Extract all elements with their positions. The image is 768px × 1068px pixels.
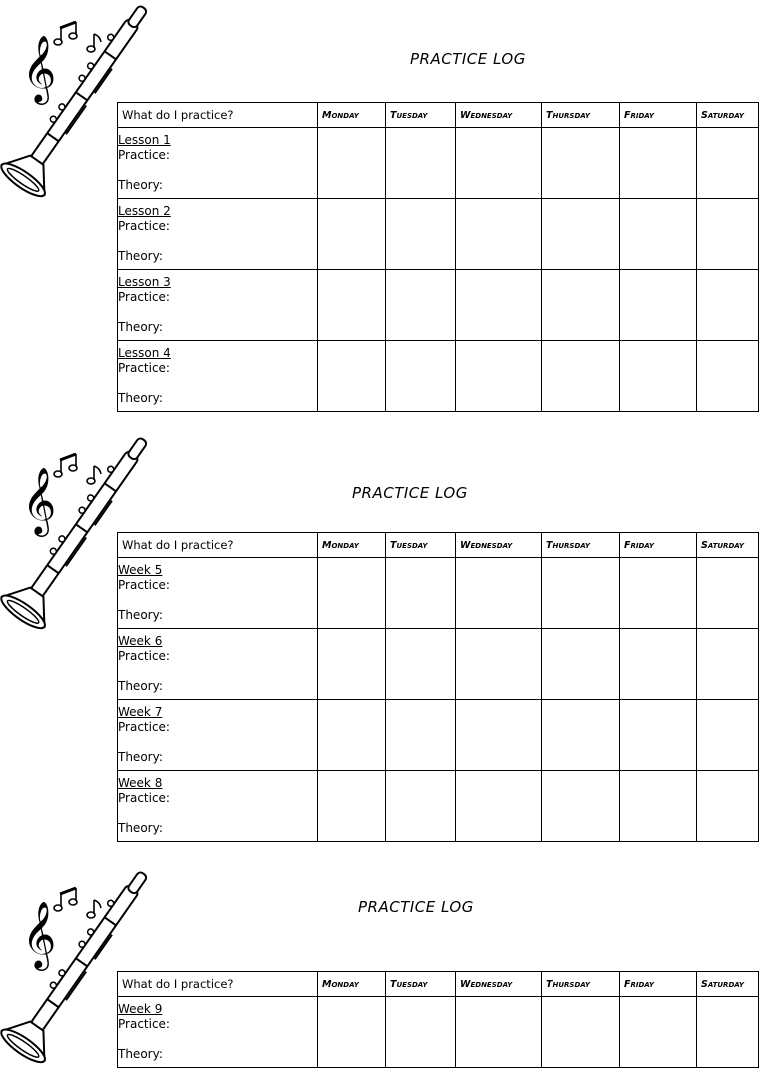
practice-label: Practice:	[118, 290, 170, 304]
table-row	[118, 341, 759, 412]
practice-label: Practice:	[118, 649, 170, 663]
column-header-friday: Friday	[620, 972, 697, 997]
practice-label: Practice:	[118, 791, 170, 805]
theory-label: Theory:	[118, 391, 163, 405]
day-cell-tuesday[interactable]	[386, 341, 456, 412]
day-cell-tuesday[interactable]	[386, 199, 456, 270]
day-cell-wednesday[interactable]	[456, 128, 542, 199]
row-label-cell	[118, 558, 318, 629]
row-label-cell	[118, 128, 318, 199]
row-label-cell	[118, 270, 318, 341]
practice-log-table	[117, 971, 759, 1068]
day-cell-friday[interactable]	[620, 997, 697, 1068]
day-cell-wednesday[interactable]	[456, 629, 542, 700]
theory-label: Theory:	[118, 750, 163, 764]
column-header-saturday: Saturday	[697, 103, 759, 128]
theory-label: Theory:	[118, 821, 163, 835]
day-cell-tuesday[interactable]	[386, 629, 456, 700]
column-header-friday: Friday	[620, 533, 697, 558]
table-row	[118, 558, 759, 629]
column-header-monday: Monday	[318, 533, 386, 558]
day-cell-thursday[interactable]	[542, 629, 620, 700]
practice-log-section-3	[0, 866, 768, 1061]
practice-log-section-1	[0, 0, 768, 425]
theory-label: Theory:	[118, 249, 163, 263]
column-header-monday: Monday	[318, 103, 386, 128]
table-row	[118, 997, 759, 1068]
theory-label: Theory:	[118, 1047, 163, 1061]
practice-log-section-2	[0, 432, 768, 852]
day-cell-friday[interactable]	[620, 128, 697, 199]
day-cell-thursday[interactable]	[542, 997, 620, 1068]
day-cell-monday[interactable]	[318, 128, 386, 199]
row-title: Week 9	[118, 1002, 163, 1016]
practice-log-table	[117, 532, 759, 842]
column-header-friday: Friday	[620, 103, 697, 128]
day-cell-thursday[interactable]	[542, 558, 620, 629]
table-row	[118, 128, 759, 199]
table-header-row	[118, 103, 759, 128]
theory-label: Theory:	[118, 320, 163, 334]
day-cell-wednesday[interactable]	[456, 270, 542, 341]
day-cell-monday[interactable]	[318, 270, 386, 341]
row-title: Lesson 4	[118, 346, 171, 360]
day-cell-tuesday[interactable]	[386, 128, 456, 199]
day-cell-friday[interactable]	[620, 771, 697, 842]
table-row	[118, 270, 759, 341]
row-title: Week 8	[118, 776, 163, 790]
day-cell-monday[interactable]	[318, 558, 386, 629]
column-header-thursday: Thursday	[542, 533, 620, 558]
column-header-monday: Monday	[318, 972, 386, 997]
row-title: Lesson 3	[118, 275, 171, 289]
column-header-wednesday: Wednesday	[456, 972, 542, 997]
row-title: Week 5	[118, 563, 163, 577]
table-row	[118, 771, 759, 842]
row-label-cell	[118, 341, 318, 412]
practice-label: Practice:	[118, 578, 170, 592]
column-header-what: What do I practice?	[118, 972, 318, 997]
practice-label: Practice:	[118, 219, 170, 233]
table-row	[118, 199, 759, 270]
day-cell-friday[interactable]	[620, 270, 697, 341]
table-row	[118, 700, 759, 771]
practice-label: Practice:	[118, 361, 170, 375]
theory-label: Theory:	[118, 679, 163, 693]
day-cell-friday[interactable]	[620, 199, 697, 270]
page-title: PRACTICE LOG	[358, 898, 474, 916]
day-cell-friday[interactable]	[620, 558, 697, 629]
row-title: Week 7	[118, 705, 163, 719]
day-cell-saturday[interactable]	[697, 341, 759, 412]
day-cell-saturday[interactable]	[697, 270, 759, 341]
row-title: Week 6	[118, 634, 163, 648]
column-header-thursday: Thursday	[542, 972, 620, 997]
row-label-cell	[118, 997, 318, 1068]
row-label-cell	[118, 700, 318, 771]
column-header-wednesday: Wednesday	[456, 533, 542, 558]
table-header-row	[118, 972, 759, 997]
column-header-wednesday: Wednesday	[456, 103, 542, 128]
day-cell-thursday[interactable]	[542, 270, 620, 341]
day-cell-monday[interactable]	[318, 771, 386, 842]
day-cell-saturday[interactable]	[697, 128, 759, 199]
day-cell-tuesday[interactable]	[386, 270, 456, 341]
day-cell-saturday[interactable]	[697, 771, 759, 842]
column-header-what: What do I practice?	[118, 533, 318, 558]
column-header-saturday: Saturday	[697, 533, 759, 558]
practice-label: Practice:	[118, 1017, 170, 1031]
day-cell-saturday[interactable]	[697, 997, 759, 1068]
day-cell-tuesday[interactable]	[386, 771, 456, 842]
day-cell-saturday[interactable]	[697, 199, 759, 270]
practice-label: Practice:	[118, 720, 170, 734]
day-cell-monday[interactable]	[318, 341, 386, 412]
row-label-cell	[118, 199, 318, 270]
page-title: PRACTICE LOG	[410, 50, 526, 68]
day-cell-thursday[interactable]	[542, 700, 620, 771]
column-header-what: What do I practice?	[118, 103, 318, 128]
day-cell-thursday[interactable]	[542, 771, 620, 842]
row-title: Lesson 2	[118, 204, 171, 218]
day-cell-wednesday[interactable]	[456, 997, 542, 1068]
day-cell-thursday[interactable]	[542, 199, 620, 270]
day-cell-monday[interactable]	[318, 199, 386, 270]
day-cell-friday[interactable]	[620, 629, 697, 700]
practice-log-table	[117, 102, 759, 412]
day-cell-wednesday[interactable]	[456, 700, 542, 771]
row-label-cell	[118, 629, 318, 700]
day-cell-thursday[interactable]	[542, 128, 620, 199]
column-header-tuesday: Tuesday	[386, 103, 456, 128]
day-cell-monday[interactable]	[318, 997, 386, 1068]
day-cell-wednesday[interactable]	[456, 771, 542, 842]
column-header-thursday: Thursday	[542, 103, 620, 128]
day-cell-tuesday[interactable]	[386, 997, 456, 1068]
day-cell-saturday[interactable]	[697, 629, 759, 700]
page-title: PRACTICE LOG	[352, 484, 468, 502]
day-cell-monday[interactable]	[318, 629, 386, 700]
theory-label: Theory:	[118, 178, 163, 192]
day-cell-monday[interactable]	[318, 700, 386, 771]
column-header-tuesday: Tuesday	[386, 533, 456, 558]
row-title: Lesson 1	[118, 133, 171, 147]
day-cell-friday[interactable]	[620, 700, 697, 771]
day-cell-friday[interactable]	[620, 341, 697, 412]
table-header-row	[118, 533, 759, 558]
theory-label: Theory:	[118, 608, 163, 622]
table-row	[118, 629, 759, 700]
day-cell-saturday[interactable]	[697, 558, 759, 629]
day-cell-wednesday[interactable]	[456, 341, 542, 412]
row-label-cell	[118, 771, 318, 842]
day-cell-thursday[interactable]	[542, 341, 620, 412]
day-cell-wednesday[interactable]	[456, 558, 542, 629]
column-header-tuesday: Tuesday	[386, 972, 456, 997]
day-cell-saturday[interactable]	[697, 700, 759, 771]
practice-label: Practice:	[118, 148, 170, 162]
day-cell-tuesday[interactable]	[386, 558, 456, 629]
day-cell-tuesday[interactable]	[386, 700, 456, 771]
day-cell-wednesday[interactable]	[456, 199, 542, 270]
column-header-saturday: Saturday	[697, 972, 759, 997]
